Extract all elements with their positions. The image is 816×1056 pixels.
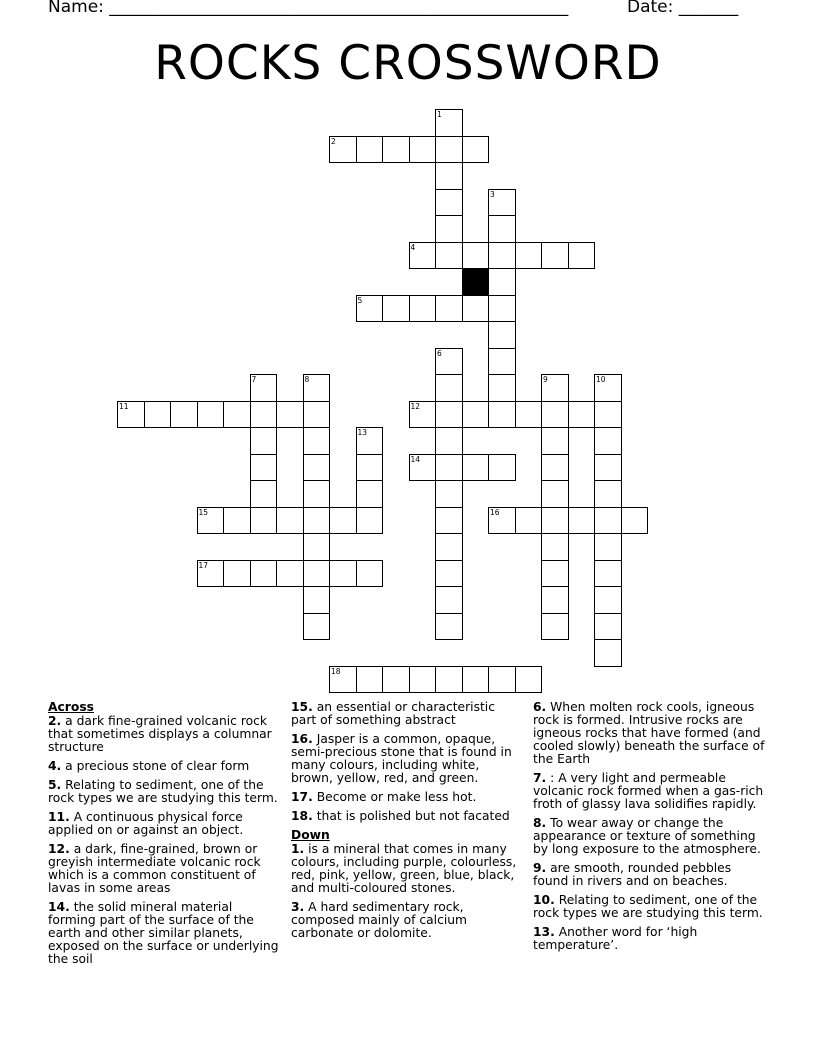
crossword-cell[interactable] — [409, 666, 437, 694]
crossword-cell[interactable] — [435, 162, 463, 190]
crossword-cell[interactable] — [356, 427, 384, 455]
crossword-cell[interactable] — [594, 613, 622, 641]
crossword-cell[interactable] — [435, 215, 463, 243]
clue-number: 1 — [437, 110, 442, 119]
clue-item — [48, 779, 280, 805]
clue-number: 4 — [410, 242, 416, 252]
clue-item — [533, 817, 765, 856]
clue-item — [533, 894, 765, 920]
clue-number: 6 — [437, 348, 442, 358]
clue-item-text: : A very light and permeable volcanic rock formed when a gas-rich froth of glassy lava solidifies rapidly. — [533, 771, 764, 811]
crossword-cell[interactable] — [329, 507, 357, 535]
crossword-cell[interactable] — [223, 560, 251, 588]
page-title: ROCKS CROSSWORD — [154, 36, 662, 91]
crossword-cell[interactable] — [409, 136, 437, 164]
crossword-cell[interactable] — [303, 401, 331, 429]
crossword-cell[interactable] — [568, 242, 596, 270]
crossword-cell[interactable] — [250, 401, 278, 429]
clues-column-1 — [48, 701, 280, 972]
crossword-cell[interactable] — [488, 454, 516, 482]
crossword-cell[interactable] — [462, 666, 490, 694]
black-cell — [462, 268, 490, 296]
crossword-cell[interactable] — [435, 613, 463, 641]
date-field[interactable]: Date: _______ — [627, 0, 739, 17]
clue-item-number: 11. — [48, 810, 70, 824]
crossword-cell[interactable] — [594, 454, 622, 482]
clue-number: 8 — [304, 375, 310, 384]
crossword-cell[interactable] — [594, 374, 622, 402]
clue-number: 13 — [357, 428, 368, 437]
crossword-cell[interactable] — [435, 533, 463, 561]
crossword-cell[interactable] — [435, 666, 463, 694]
crossword-cell[interactable] — [541, 507, 569, 535]
crossword-cell[interactable] — [356, 480, 384, 508]
crossword-cell[interactable] — [409, 401, 437, 429]
clue-item-number: 12. — [48, 842, 70, 856]
crossword-cell[interactable] — [435, 109, 463, 137]
crossword-cell[interactable] — [329, 136, 357, 164]
clue-item-number: 14. — [48, 900, 70, 914]
crossword-cell[interactable] — [488, 507, 516, 535]
clue-item-number: 5. — [48, 778, 62, 792]
clue-item-text: When molten rock cools, igneous rock is formed. Intrusive rocks are igneous rocks that have formed (and cooled slowly) beneath the surface of the Earth — [533, 700, 765, 766]
crossword-cell[interactable] — [488, 321, 516, 349]
crossword-cell[interactable] — [621, 507, 649, 535]
clue-item-text: A hard sedimentary rock, composed mainly of calcium carbonate or dolomite. — [291, 900, 468, 940]
crossword-cell[interactable] — [541, 454, 569, 482]
clue-item — [48, 811, 280, 837]
clue-number: 5 — [357, 295, 363, 305]
crossword-cell[interactable] — [435, 348, 463, 376]
crossword-cell[interactable] — [462, 454, 490, 482]
crossword-cell[interactable] — [197, 507, 225, 535]
crossword-cell[interactable] — [488, 348, 516, 376]
crossword-cell[interactable] — [303, 560, 331, 588]
clue-number: 14 — [410, 454, 421, 464]
crossword-cell[interactable] — [117, 401, 145, 429]
clue-number: 7 — [251, 375, 257, 384]
crossword-cell[interactable] — [144, 401, 172, 429]
clue-item-text: an essential or characteristic part of something abstract — [291, 700, 495, 727]
crossword-cell[interactable] — [462, 242, 490, 270]
clue-item — [291, 843, 523, 895]
crossword-cell[interactable] — [303, 454, 331, 482]
crossword-cell[interactable] — [488, 215, 516, 243]
clue-item-number: 7. — [533, 771, 547, 785]
crossword-cell[interactable] — [515, 507, 543, 535]
crossword-cell[interactable] — [594, 401, 622, 429]
clue-item-number: 15. — [291, 700, 313, 714]
crossword-cell[interactable] — [541, 613, 569, 641]
crossword-cell[interactable] — [515, 666, 543, 694]
clue-item-text: that is polished but not facated — [312, 809, 510, 823]
crossword-cell[interactable] — [409, 454, 437, 482]
crossword-cell[interactable] — [488, 189, 516, 217]
clue-item — [533, 772, 765, 811]
crossword-cell[interactable] — [435, 242, 463, 270]
crossword-cell[interactable] — [382, 136, 410, 164]
clue-item — [533, 701, 765, 766]
crossword-cell[interactable] — [435, 374, 463, 402]
crossword-cell[interactable] — [409, 295, 437, 323]
crossword-cell[interactable] — [435, 427, 463, 455]
crossword-cell[interactable] — [250, 454, 278, 482]
clue-number: 12 — [410, 401, 421, 411]
crossword-cell[interactable] — [409, 242, 437, 270]
crossword-cell[interactable] — [515, 242, 543, 270]
clue-item-number: 9. — [533, 861, 547, 875]
crossword-cell[interactable] — [488, 374, 516, 402]
crossword-cell[interactable] — [223, 507, 251, 535]
clue-item-text: Become or make less hot. — [312, 790, 477, 804]
crossword-cell[interactable] — [435, 189, 463, 217]
crossword-cell[interactable] — [303, 586, 331, 614]
crossword-cell[interactable] — [435, 401, 463, 429]
clue-item-text: are smooth, rounded pebbles found in rivers and on beaches. — [533, 861, 732, 888]
clue-item-text: the solid mineral material forming part of the surface of the earth and other similar planets, exposed on the surface or underlying the soil — [48, 900, 279, 966]
crossword-cell[interactable] — [250, 507, 278, 535]
clue-item-text: Jasper is a common, opaque, semi-precious stone that is found in many colours, including white, brown, yellow, red, and green. — [291, 732, 512, 785]
crossword-cell[interactable] — [356, 507, 384, 535]
clue-item-text: is a mineral that comes in many colours, including purple, colourless, red, pink, yellow, green, blue, black, and multi-coloured stones. — [291, 842, 517, 895]
crossword-cell[interactable] — [356, 666, 384, 694]
clue-item — [48, 760, 280, 773]
crossword-cell[interactable] — [541, 427, 569, 455]
crossword-cell[interactable] — [303, 480, 331, 508]
clue-item-number: 6. — [533, 700, 547, 714]
crossword-cell[interactable] — [462, 401, 490, 429]
crossword-cell[interactable] — [435, 507, 463, 535]
crossword-cell[interactable] — [170, 401, 198, 429]
crossword-cell[interactable] — [435, 586, 463, 614]
clue-heading-across: Across — [48, 700, 94, 714]
crossword-cell[interactable] — [303, 533, 331, 561]
crossword-cell[interactable] — [250, 480, 278, 508]
clue-item — [291, 791, 523, 804]
crossword-cell[interactable] — [541, 374, 569, 402]
clue-item-number: 1. — [291, 842, 305, 856]
name-field[interactable]: Name: ______________________________________________________ — [48, 0, 569, 17]
clue-item-text: a dark, fine-grained, brown or greyish intermediate volcanic rock which is a common constituent of lavas in some areas — [48, 842, 261, 895]
crossword-cell[interactable] — [594, 560, 622, 588]
crossword-cell[interactable] — [276, 560, 304, 588]
crossword-cell[interactable] — [303, 613, 331, 641]
clue-number: 15 — [198, 507, 209, 517]
crossword-cell[interactable] — [303, 374, 331, 402]
clue-item-text: Relating to sediment, one of the rock types we are studying this term. — [48, 778, 278, 805]
clue-item-number: 10. — [533, 893, 555, 907]
crossword-cell[interactable] — [594, 639, 622, 667]
crossword-cell[interactable] — [568, 507, 596, 535]
clues-column-3 — [533, 701, 765, 958]
crossword-cell[interactable] — [303, 507, 331, 535]
clue-item-text: To wear away or change the appearance or texture of something by long exposure to the atmosphere. — [533, 816, 761, 856]
clue-item — [291, 701, 523, 727]
clue-item-number: 2. — [48, 714, 62, 728]
crossword-cell[interactable] — [515, 401, 543, 429]
crossword-cell[interactable] — [541, 401, 569, 429]
crossword-cell[interactable] — [488, 401, 516, 429]
crossword-cell[interactable] — [382, 295, 410, 323]
crossword-cell[interactable] — [197, 401, 225, 429]
clue-item — [48, 843, 280, 895]
crossword-cell[interactable] — [250, 374, 278, 402]
clue-item-text: a dark fine-grained volcanic rock that sometimes displays a columnar structure — [48, 714, 272, 754]
crossword-cell[interactable] — [594, 507, 622, 535]
crossword-cell[interactable] — [435, 454, 463, 482]
crossword-cell[interactable] — [329, 560, 357, 588]
clue-number: 16 — [490, 507, 500, 517]
crossword-cell[interactable] — [303, 427, 331, 455]
clue-item — [291, 733, 523, 785]
crossword-cell[interactable] — [356, 136, 384, 164]
crossword-cell[interactable] — [488, 268, 516, 296]
clue-item-number: 8. — [533, 816, 547, 830]
crossword-cell[interactable] — [329, 666, 357, 694]
crossword-cell[interactable] — [541, 242, 569, 270]
clue-number: 18 — [331, 666, 341, 676]
crossword-cell[interactable] — [594, 480, 622, 508]
crossword-cell[interactable] — [250, 560, 278, 588]
clue-item-number: 4. — [48, 759, 62, 773]
crossword-cell[interactable] — [594, 586, 622, 614]
clue-item-number: 17. — [291, 790, 313, 804]
clue-item-number: 16. — [291, 732, 313, 746]
crossword-cell[interactable] — [541, 480, 569, 508]
crossword-cell[interactable] — [488, 295, 516, 323]
crossword-cell[interactable] — [541, 586, 569, 614]
clue-item-number: 18. — [291, 809, 313, 823]
crossword-cell[interactable] — [541, 533, 569, 561]
clue-number: 10 — [596, 375, 606, 384]
crossword-cell[interactable] — [435, 480, 463, 508]
crossword-cell[interactable] — [356, 454, 384, 482]
crossword-cell[interactable] — [435, 295, 463, 323]
clue-item-number: 13. — [533, 925, 555, 939]
crossword-cell[interactable] — [197, 560, 225, 588]
crossword-cell[interactable] — [250, 427, 278, 455]
clue-heading-down: Down — [291, 828, 330, 842]
crossword-cell[interactable] — [382, 666, 410, 694]
crossword-cell[interactable] — [594, 427, 622, 455]
crossword-cell[interactable] — [488, 242, 516, 270]
clue-number: 17 — [198, 560, 209, 570]
clue-item — [291, 810, 523, 823]
crossword-cell[interactable] — [356, 295, 384, 323]
crossword-cell[interactable] — [435, 560, 463, 588]
clue-item — [48, 901, 280, 966]
crossword-cell[interactable] — [276, 507, 304, 535]
clue-item — [291, 901, 523, 940]
clue-item-text: A continuous physical force applied on or against an object. — [48, 810, 244, 837]
clue-number: 2 — [331, 136, 336, 146]
crossword-cell[interactable] — [594, 533, 622, 561]
crossword-cell[interactable] — [356, 560, 384, 588]
crossword-cell[interactable] — [488, 666, 516, 694]
clue-item-text: Another word for ‘high temperature’. — [533, 925, 698, 952]
clue-item-text: Relating to sediment, one of the rock types we are studying this term. — [533, 893, 763, 920]
clue-number: 11 — [119, 401, 129, 411]
crossword-cell[interactable] — [541, 560, 569, 588]
crossword-cell[interactable] — [462, 136, 490, 164]
clue-item-number: 3. — [291, 900, 305, 914]
clue-item — [533, 926, 765, 952]
crossword-cell[interactable] — [276, 401, 304, 429]
crossword-cell[interactable] — [568, 401, 596, 429]
crossword-cell[interactable] — [435, 136, 463, 164]
clue-item — [48, 715, 280, 754]
crossword-cell[interactable] — [462, 295, 490, 323]
clue-item — [533, 862, 765, 888]
clue-item-text: a precious stone of clear form — [61, 759, 250, 773]
clue-number: 3 — [490, 189, 495, 199]
crossword-cell[interactable] — [223, 401, 251, 429]
clue-number: 9 — [543, 375, 548, 384]
clues-column-2 — [291, 701, 523, 946]
